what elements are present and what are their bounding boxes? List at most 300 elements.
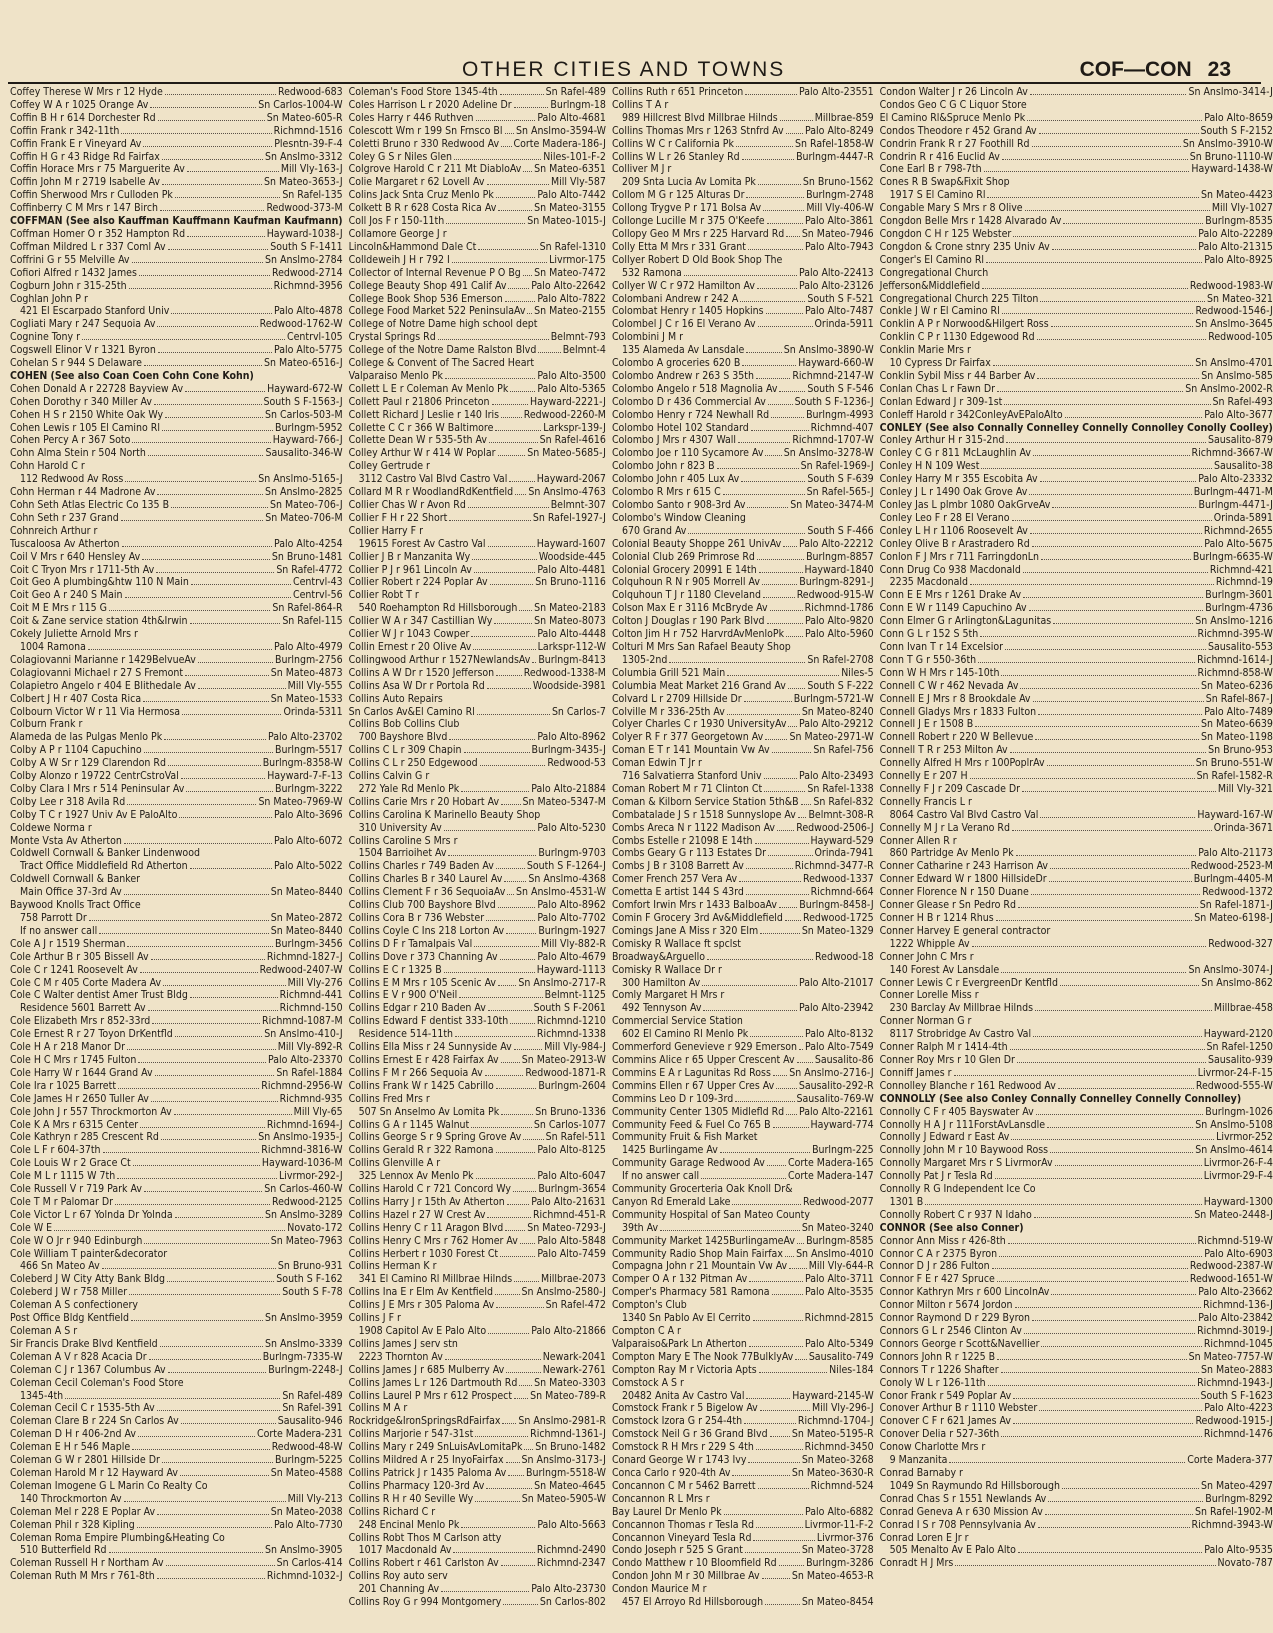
listing-name: Cohn Herman r 44 Madrone Av bbox=[10, 486, 156, 499]
leader-dots bbox=[174, 1114, 292, 1115]
listing-name: Collins Gerald R r 322 Ramona bbox=[348, 1144, 494, 1157]
listing-entry bbox=[349, 1299, 606, 1312]
listing-name: 505 Menalto Av E Palo Alto bbox=[889, 1544, 1016, 1557]
listing-name: Coffin John M r 2719 Isabelle Av bbox=[10, 176, 160, 189]
leader-dots bbox=[766, 313, 803, 314]
leader-dots bbox=[144, 365, 262, 366]
listing-name: Compton's Club bbox=[611, 1299, 687, 1312]
listing-entry bbox=[880, 796, 1273, 809]
listing-name: Collins E M Mrs r 105 Scenic Av bbox=[348, 976, 497, 989]
listing-name: Colombat Henry r 1405 Hopkins bbox=[611, 305, 764, 318]
listing-entry bbox=[349, 1338, 606, 1351]
listing-entry bbox=[880, 318, 1273, 331]
listing-name: Community Market 1425BurlingameAv bbox=[611, 1234, 795, 1247]
listing-phone: Sn Rafel-1338 bbox=[807, 782, 874, 795]
listing-name: 341 El Camino Rl Millbrae Hilnds bbox=[358, 1273, 513, 1286]
listing-name: If no answer call bbox=[20, 924, 98, 937]
listing-name: Condo Joseph r 525 S Grant bbox=[611, 1544, 743, 1557]
listing-entry bbox=[612, 1248, 874, 1261]
listing-name: Colbourn Victor W r 11 Via Hermosa bbox=[10, 705, 181, 718]
listing-name: Collins Edgar r 210 Baden Av bbox=[348, 1002, 486, 1015]
listing-entry bbox=[349, 1260, 606, 1273]
listing-entry bbox=[349, 1544, 606, 1557]
listing-entry bbox=[880, 731, 1273, 744]
listing-phone: Palo Alto-23662 bbox=[1198, 1286, 1273, 1299]
leader-dots bbox=[755, 843, 809, 844]
leader-dots bbox=[1027, 120, 1202, 121]
listing-name: Collins D F r Tamalpais Val bbox=[348, 937, 473, 950]
listing-name: Collins Glenville A r bbox=[348, 1157, 441, 1170]
listing-entry bbox=[10, 1273, 343, 1286]
column-3 bbox=[612, 86, 874, 1631]
listing-phone: Sn Anslmo-3959 bbox=[265, 1312, 343, 1325]
listing-entry bbox=[349, 1093, 606, 1106]
listing-name: Connell Gladys Mrs r 1833 Fulton bbox=[879, 705, 1037, 718]
listing-name: Collins Coyle C Ins 218 Lorton Av bbox=[348, 924, 505, 937]
listing-name: 325 Lennox Av Menlo Pk bbox=[358, 1170, 474, 1183]
listing-phone: Richmnd-519-W bbox=[1197, 1234, 1273, 1247]
leader-dots bbox=[1040, 301, 1205, 302]
listing-name: 140 Throckmorton Av bbox=[20, 1492, 122, 1505]
listing-entry bbox=[612, 1183, 874, 1196]
leader-dots bbox=[727, 714, 800, 715]
listing-entry bbox=[880, 1325, 1273, 1338]
leader-dots bbox=[1008, 1243, 1196, 1244]
listing-entry bbox=[10, 770, 343, 783]
listing-name: Collins Harold C r 721 Concord Wy bbox=[348, 1183, 512, 1196]
leader-dots bbox=[1018, 907, 1198, 908]
listing-entry bbox=[349, 473, 606, 486]
listing-name: Connor Kathryn Mrs r 600 LincolnAv bbox=[879, 1286, 1050, 1299]
listing-name: 1345-4th bbox=[20, 1389, 64, 1402]
listing-name: 670 Grand Av bbox=[621, 524, 687, 537]
listing-name: Coles Harry r 446 Ruthven bbox=[348, 111, 474, 124]
listing-entry bbox=[10, 886, 343, 899]
leader-dots bbox=[777, 830, 794, 831]
leader-dots bbox=[975, 726, 1199, 727]
listing-phone: Palo Alto-4681 bbox=[537, 111, 606, 124]
listing-name: Colonial Club 269 Primrose Rd bbox=[611, 550, 755, 563]
listing-name: 1004 Ramona bbox=[20, 640, 86, 653]
listing-entry bbox=[612, 886, 874, 899]
leader-dots bbox=[801, 804, 812, 805]
leader-dots bbox=[103, 1152, 260, 1153]
leader-dots bbox=[127, 1049, 276, 1050]
listing-phone: Palo Alto-4679 bbox=[537, 950, 606, 963]
leader-dots bbox=[471, 1127, 532, 1128]
listing-name: Colagiovanni Michael r 27 S Fremont bbox=[10, 666, 184, 679]
listing-entry bbox=[612, 731, 874, 744]
listing-name: Coleman Cecil Coleman's Food Store bbox=[10, 1376, 184, 1389]
listing-name: Condon Maurice M r bbox=[611, 1583, 707, 1596]
listing-phone: Palo Alto-7442 bbox=[537, 189, 606, 202]
listing-entry bbox=[349, 447, 606, 460]
listing-entry bbox=[612, 680, 874, 693]
leader-dots bbox=[82, 339, 285, 340]
listing-entry bbox=[612, 1054, 874, 1067]
listing-entry bbox=[612, 641, 874, 654]
listing-entry bbox=[10, 809, 343, 822]
leader-dots bbox=[115, 1204, 270, 1205]
listing-phone: Palo Alto-6903 bbox=[1204, 1247, 1273, 1260]
listing-phone: Palo Alto-6072 bbox=[274, 834, 343, 847]
leader-dots bbox=[198, 662, 273, 663]
listing-phone: Sn Mateo-605-R bbox=[266, 111, 343, 124]
leader-dots bbox=[502, 1423, 516, 1424]
listing-phone: Sn Mateo-6236 bbox=[1201, 679, 1273, 692]
listing-phone: Palo Alto-8659 bbox=[1204, 111, 1273, 124]
listing-phone: Newark-2041 bbox=[542, 1350, 606, 1363]
listing-phone: Orinda-5911 bbox=[814, 318, 874, 331]
listing-phone: Burlngm-3456 bbox=[275, 937, 343, 950]
listing-name: Alameda de las Pulgas Menlo Pk bbox=[10, 731, 163, 744]
leader-dots bbox=[732, 1475, 789, 1476]
leader-dots bbox=[167, 1281, 274, 1282]
listing-name: Conner John C Mrs r bbox=[879, 950, 974, 963]
listing-entry bbox=[10, 1338, 343, 1351]
listing-name: 112 Redwood Av Ross bbox=[20, 473, 124, 486]
leader-dots bbox=[779, 907, 797, 908]
leader-dots bbox=[488, 546, 535, 547]
listing-phone: Palo Alto-29212 bbox=[799, 718, 874, 731]
listing-entry bbox=[349, 628, 606, 641]
listing-phone: Livrmor-11-F-2 bbox=[804, 1518, 874, 1531]
listing-entry bbox=[880, 1093, 1273, 1106]
listing-entry bbox=[349, 951, 606, 964]
listing-entry bbox=[10, 680, 343, 693]
listing-name: Collins Cora B r 736 Webster bbox=[348, 912, 485, 924]
listing-phone: Burlngm-4405-M bbox=[1193, 873, 1273, 886]
leader-dots bbox=[992, 1268, 1188, 1269]
leader-dots bbox=[970, 778, 1195, 779]
listing-name: Colombo John r 405 Lux Av bbox=[611, 473, 740, 486]
listing-entry bbox=[349, 538, 606, 551]
listing-name: Collins Fred Mrs r bbox=[348, 1092, 430, 1105]
listing-entry bbox=[349, 1080, 606, 1093]
listing-phone: Mill Vly-555 bbox=[287, 679, 343, 692]
listing-name: Cohen Donald A r 22728 Bayview Av bbox=[10, 382, 184, 395]
listing-name: Coleman Cecil C r 1535-5th Av bbox=[10, 1402, 155, 1415]
listing-entry bbox=[349, 370, 606, 383]
leader-dots bbox=[148, 455, 264, 456]
listing-entry bbox=[612, 1196, 874, 1209]
listing-phone: Sn Mateo-706-M bbox=[265, 511, 343, 524]
listing-phone: South S F-1623 bbox=[1200, 1389, 1273, 1402]
listing-entry bbox=[612, 1441, 874, 1454]
leader-dots bbox=[109, 1552, 263, 1553]
listing-phone: Redwood-1372 bbox=[1202, 886, 1273, 899]
listing-name: Coldwell Cornwall & Banker bbox=[10, 873, 141, 886]
leader-dots bbox=[510, 391, 535, 392]
listing-name: Main Office 37-3rd Av bbox=[20, 886, 122, 899]
leader-dots bbox=[495, 430, 541, 431]
listing-phone: Redwood-2260-M bbox=[523, 408, 606, 421]
listing-name: Concannon Vineyard Tesla Rd bbox=[611, 1531, 752, 1544]
listing-name: Cohen Lewis r 105 El Camino Rl bbox=[10, 421, 160, 434]
listing-name: Connor Milton r 5674 Jordon bbox=[879, 1299, 1013, 1312]
listing-entry bbox=[349, 925, 606, 938]
leader-dots bbox=[498, 985, 516, 986]
listing-name: Conklin A P r Norwood&Hilgert Ross bbox=[879, 318, 1049, 331]
leader-dots bbox=[764, 778, 797, 779]
leader-dots bbox=[168, 765, 261, 766]
listing-name: Coit Geo A r 240 S Main bbox=[10, 589, 123, 602]
listing-name: Cole C Walter dentist Amer Trust Bldg bbox=[10, 989, 188, 1002]
listing-name: Collyer Robert D Old Book Shop The bbox=[611, 253, 783, 266]
leader-dots bbox=[717, 468, 799, 469]
listing-entry bbox=[10, 706, 343, 719]
listing-entry bbox=[612, 835, 874, 848]
listing-name: Conner Glease r Sn Pedro Rd bbox=[879, 899, 1016, 912]
listing-entry bbox=[349, 1441, 606, 1454]
listing-entry bbox=[612, 977, 874, 990]
listing-phone: Livrmor-252 bbox=[1216, 1131, 1273, 1144]
listing-entry bbox=[612, 189, 874, 202]
listing-entry bbox=[349, 1493, 606, 1506]
listing-name: Collins James J r 685 Mulberry Av bbox=[348, 1363, 505, 1376]
listing-name: Coleman A S confectionery bbox=[10, 1299, 138, 1312]
listing-name: Coit Geo A plumbing&htw 110 N Main bbox=[10, 576, 189, 589]
listing-entry bbox=[349, 977, 606, 990]
listing-phone: Sn Bruno-953 bbox=[1208, 744, 1273, 757]
listing-entry bbox=[880, 138, 1273, 151]
listing-phone: Sausalito-292-R bbox=[798, 1079, 874, 1092]
listing-name: Conrad Barnaby r bbox=[879, 1466, 963, 1479]
listing-name: Condos Theodore r 452 Grand Av bbox=[879, 124, 1037, 137]
listing-phone: Richmnd-395-W bbox=[1197, 628, 1273, 641]
leader-dots bbox=[746, 197, 804, 198]
listing-phone: Richmnd-2490 bbox=[536, 1544, 606, 1557]
listing-phone: Sn Rafel-4616 bbox=[539, 434, 606, 447]
listing-phone: Sn Anslmo-5165-J bbox=[258, 473, 343, 486]
listing-phone: Redwood-105 bbox=[1208, 331, 1273, 344]
listing-entry bbox=[612, 370, 874, 383]
page-number: 23 bbox=[1207, 58, 1231, 81]
listing-name: Colton Jim H r 752 HarvrdAvMenloPk bbox=[611, 628, 785, 641]
listing-phone: Redwood-2506-J bbox=[796, 821, 874, 834]
listing-entry bbox=[349, 1377, 606, 1390]
listing-phone: Larkspr-112-W bbox=[537, 640, 606, 653]
leader-dots bbox=[954, 1075, 1196, 1076]
leader-dots bbox=[505, 301, 536, 302]
leader-dots bbox=[181, 1423, 276, 1424]
listing-phone: Redwood-1338-M bbox=[523, 666, 606, 679]
listing-phone: Woodside-445 bbox=[538, 550, 606, 563]
listing-name: Conca Carlo r 920-4th Av bbox=[611, 1466, 731, 1479]
leader-dots bbox=[523, 275, 532, 276]
listing-name: Collier J B r Manzanita Wy bbox=[348, 550, 471, 563]
listing-name: Compton C A r bbox=[611, 1325, 681, 1337]
leader-dots bbox=[772, 752, 812, 753]
listing-phone: Sn Rafel-489 bbox=[282, 1389, 343, 1402]
listing-phone: Palo Alto-7730 bbox=[274, 1518, 343, 1531]
listing-phone: Sn Rafel-472 bbox=[545, 1299, 606, 1312]
leader-dots bbox=[742, 159, 794, 160]
listing-name: Colapietro Angelo r 404 E Blithedale Av bbox=[10, 679, 196, 692]
listing-name: 466 Sn Mateo Av bbox=[20, 1260, 100, 1273]
listing-phone: Redwood-48-W bbox=[271, 1441, 343, 1454]
listing-name: Colley Arthur W r 414 W Poplar bbox=[348, 447, 496, 460]
listing-phone: Palo Alto-7943 bbox=[805, 240, 874, 253]
listing-phone: Richmnd-1614-J bbox=[1197, 653, 1273, 666]
listing-phone: Sn Mateo-7293-J bbox=[527, 1221, 606, 1234]
listing-phone: Sn Rafel-391 bbox=[282, 1402, 343, 1415]
listing-entry bbox=[612, 615, 874, 628]
listing-name: Collom M G r 125 Alturas Dr bbox=[611, 189, 745, 202]
leader-dots bbox=[797, 1243, 804, 1244]
listing-name: Conn T G r 550-36th bbox=[879, 653, 977, 666]
listing-phone: Centrvl-43 bbox=[293, 576, 343, 589]
listing-phone: Sn Anslmo-3905 bbox=[265, 1544, 343, 1557]
listing-entry bbox=[612, 460, 874, 473]
listing-phone: South S F-1236-J bbox=[794, 395, 874, 408]
listing-entry bbox=[880, 977, 1273, 990]
listing-entry bbox=[612, 1299, 874, 1312]
listing-name: Collett Paul r 21806 Princeton bbox=[348, 395, 490, 408]
listing-phone: Burlngm-2604 bbox=[538, 1079, 606, 1092]
listing-entry bbox=[880, 460, 1273, 473]
listing-name: Collins Hazel r 27 W Crest Av bbox=[348, 1208, 486, 1221]
listing-name: Colescott Wm r 199 Sn Frnsco Bl bbox=[348, 124, 503, 137]
leader-dots bbox=[191, 584, 291, 585]
listing-entry bbox=[612, 305, 874, 318]
listing-name: Commins Alice r 65 Upper Crescent Av bbox=[611, 1053, 795, 1066]
listing-phone: Sn Mateo-4588 bbox=[270, 1466, 343, 1479]
listing-name: Coman Robert M r 71 Clinton Ct bbox=[611, 782, 763, 795]
listing-name: Combs Geary G r 113 Estates Dr bbox=[611, 847, 767, 860]
listing-entry bbox=[612, 822, 874, 835]
leader-dots bbox=[473, 649, 535, 650]
listing-phone: Corte Madera-186-J bbox=[513, 137, 606, 150]
listing-phone: Sn Mateo-6198-J bbox=[1194, 912, 1273, 924]
listing-name: Collins Herbert r 1030 Forest Ct bbox=[348, 1247, 499, 1260]
leader-dots bbox=[480, 765, 546, 766]
listing-entry bbox=[880, 1144, 1273, 1157]
listing-entry bbox=[612, 525, 874, 538]
leader-dots bbox=[762, 584, 797, 585]
listing-entry bbox=[349, 809, 606, 822]
listing-phone: Sn Anslmo-3594-W bbox=[516, 124, 606, 137]
listing-name: Collins Carolina K Marinello Beauty Shop bbox=[348, 808, 541, 821]
leader-dots bbox=[160, 210, 264, 211]
listing-phone: Sn Mateo-3268 bbox=[801, 1454, 874, 1467]
listing-entry bbox=[10, 693, 343, 706]
leader-dots bbox=[198, 688, 286, 689]
leader-dots bbox=[949, 1462, 1185, 1463]
leader-dots bbox=[997, 1359, 1187, 1360]
listing-name: Cole C M r 405 Corte Madera Av bbox=[10, 976, 162, 989]
listing-name: Collins Roy G r 994 Montgomery bbox=[348, 1596, 502, 1609]
listing-entry bbox=[880, 835, 1273, 848]
leader-dots bbox=[118, 1088, 259, 1089]
listing-name: Commins Ellen r 67 Upper Cres Av bbox=[611, 1079, 775, 1092]
leader-dots bbox=[1035, 739, 1199, 740]
listing-phone: Sn Anslmo-3173-J bbox=[521, 1454, 606, 1467]
listing-entry bbox=[349, 189, 606, 202]
listing-phone: Palo Alto-3696 bbox=[274, 808, 343, 821]
listing-phone: Sn Mateo-789-R bbox=[530, 1389, 606, 1402]
listing-phone: Palo Alto-7549 bbox=[805, 1041, 874, 1054]
listing-phone: Burlngm-3654 bbox=[538, 1183, 606, 1196]
leader-dots bbox=[496, 197, 535, 198]
listing-phone: Palo Alto-3711 bbox=[805, 1273, 874, 1286]
listing-name: Connor D J r 286 Fulton bbox=[879, 1260, 990, 1273]
listing-phone: Palo Alto-4979 bbox=[274, 640, 343, 653]
leader-dots bbox=[757, 559, 804, 560]
listing-entry bbox=[10, 757, 343, 770]
listing-phone: Palo Alto-21173 bbox=[1198, 847, 1273, 860]
listing-phone: Palo Alto-5349 bbox=[805, 1337, 874, 1350]
listing-entry bbox=[880, 1312, 1273, 1325]
listing-entry bbox=[612, 163, 874, 176]
listing-name: Coleman Russell H r Northam Av bbox=[10, 1557, 164, 1570]
listing-entry bbox=[612, 112, 874, 125]
listing-name: Connor Raymond D r 229 Byron bbox=[879, 1312, 1031, 1325]
leader-dots bbox=[732, 1204, 801, 1205]
listing-phone: Hayward-1038-J bbox=[266, 227, 343, 240]
leader-dots bbox=[507, 894, 514, 895]
leader-dots bbox=[496, 1307, 543, 1308]
leader-dots bbox=[1060, 985, 1199, 986]
listing-phone: Sn Rafel-511 bbox=[545, 1131, 606, 1144]
listing-entry bbox=[880, 1041, 1273, 1054]
listing-entry bbox=[10, 938, 343, 951]
listing-entry bbox=[612, 1312, 874, 1325]
listing-entry bbox=[349, 1506, 606, 1519]
listing-name: Coffin Frank r 342-11th bbox=[10, 124, 120, 137]
leader-dots bbox=[970, 584, 1214, 585]
leader-dots bbox=[1062, 1488, 1199, 1489]
leader-dots bbox=[140, 972, 258, 973]
leader-dots bbox=[1036, 1114, 1204, 1115]
leader-dots bbox=[501, 1062, 520, 1063]
listing-name: 1017 Macdonald Av bbox=[358, 1544, 452, 1557]
leader-dots bbox=[1017, 1062, 1206, 1063]
listing-entry bbox=[612, 409, 874, 422]
listing-name: Coffey W A r 1025 Orange Av bbox=[10, 98, 149, 111]
leader-dots bbox=[783, 546, 797, 547]
listing-phone: Sn Anslmo-4763 bbox=[528, 486, 606, 499]
listing-entry bbox=[612, 318, 874, 331]
leader-dots bbox=[1012, 520, 1212, 521]
leader-dots bbox=[496, 868, 525, 869]
leader-dots bbox=[109, 610, 270, 611]
listing-phone: Sn Mateo-3474-M bbox=[790, 499, 874, 511]
listing-entry bbox=[10, 1106, 343, 1119]
listing-name: Collins Ernest E r 428 Fairfax Av bbox=[348, 1053, 499, 1066]
listing-name: 540 Roehampton Rd Hillsborough bbox=[358, 602, 518, 615]
listing-name: Condon Walter J r 26 Lincoln Av bbox=[879, 86, 1028, 98]
listing-name: 209 Snta Lucia Av Lomita Pk bbox=[621, 176, 756, 189]
listing-phone: Sn Bruno-1562 bbox=[802, 176, 874, 189]
listing-phone: Sn Anslmo-2716-J bbox=[789, 1066, 874, 1079]
leader-dots bbox=[143, 146, 272, 147]
listing-entry bbox=[880, 1454, 1273, 1467]
listing-entry bbox=[10, 163, 343, 176]
listing-phone: Richmnd-2655 bbox=[1203, 524, 1273, 537]
leader-dots bbox=[785, 920, 801, 921]
listing-phone: Hayward-1607 bbox=[536, 537, 606, 550]
listing-name: Collins Auto Repairs bbox=[348, 692, 443, 705]
leader-dots bbox=[501, 417, 522, 418]
listing-name: Conn E W r 1149 Capuchino Av bbox=[879, 602, 1027, 615]
listing-name: Conrad Chas S r 1551 Newlands Av bbox=[879, 1492, 1047, 1505]
leader-dots bbox=[1055, 1165, 1202, 1166]
listing-name: Cole Harry W r 1644 Grand Av bbox=[10, 1066, 153, 1079]
leader-dots bbox=[500, 94, 544, 95]
listing-name: Comisky R Wallace Dr r bbox=[611, 963, 722, 976]
listing-name: 8064 Castro Val Blvd Castro Val bbox=[889, 808, 1039, 821]
